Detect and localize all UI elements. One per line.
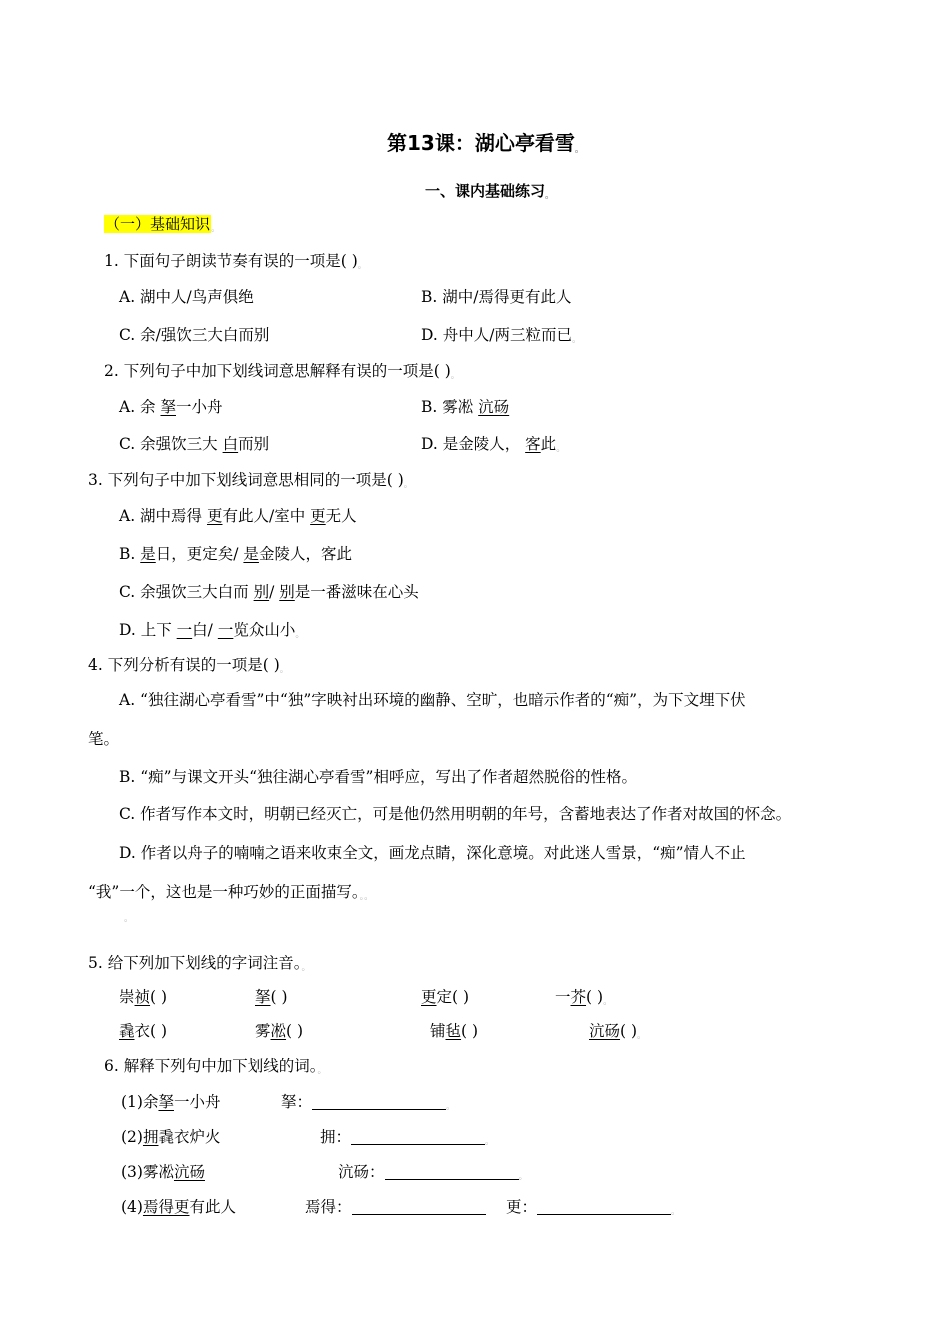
question-4-option-d-line2: “我”一个，这也是一种巧妙的正面描写。。。: [88, 883, 374, 902]
underlined-word: 凇: [270, 1022, 287, 1040]
section-heading: [425, 181, 554, 206]
underlined-word: 别: [279, 583, 295, 601]
pinyin-item: 雾凇( ): [255, 1022, 304, 1040]
subsection-heading: [104, 214, 220, 239]
question-5-stem: 5. 给下列加下划线的字词注音。。: [88, 954, 311, 973]
explain-item-2: (2)拥毳衣炉火: [121, 1128, 221, 1146]
pinyin-item: 更定( ): [421, 988, 470, 1006]
question-4-option-c: C. 作者写作本文时，明朝已经灭亡，可是他仍然用明朝的年号，含蓄地表达了作者对故国的怀念。: [119, 805, 792, 823]
answer-blank[interactable]: [351, 1128, 485, 1145]
page-title-text: 第13课：湖心亭看雪: [387, 131, 575, 155]
answer-blank[interactable]: [537, 1198, 671, 1215]
question-4-stem: 4. 下列分析有误的一项是( )。: [88, 656, 289, 675]
answer-line-3: 沆砀： 。: [338, 1163, 528, 1182]
underlined-word: 是: [243, 545, 259, 563]
underlined-word: 沆砀: [478, 398, 510, 416]
underlined-word: 毳: [119, 1022, 135, 1040]
question-2-option-a: A. 余 拏一小舟: [119, 398, 223, 416]
question-6-stem: 6. 解释下列句中加下划线的词。。: [104, 1057, 327, 1076]
underlined-word: 毡: [445, 1022, 462, 1040]
pinyin-item: 沆砀( )。: [589, 1022, 647, 1041]
underlined-word: 更: [421, 988, 437, 1006]
underlined-word: 拏: [160, 398, 176, 416]
question-3-stem: 3. 下列句子中加下划线词意思相同的一项是( )。: [88, 471, 413, 490]
underlined-word: 拏: [158, 1093, 174, 1111]
underlined-word: 是: [140, 545, 156, 563]
underlined-word: 沆砀: [173, 1163, 205, 1181]
underlined-word: 客: [525, 435, 541, 453]
question-4-option-a-line2: 笔。: [88, 730, 120, 748]
underlined-word: 更: [206, 507, 223, 525]
question-1-stem: 1. 下面句子朗读节奏有误的一项是( )。: [104, 252, 367, 271]
question-4-option-b: B. “痴”与课文开头“独往湖心亭看雪”相呼应，写出了作者超然脱俗的性格。: [119, 768, 637, 786]
answer-blank[interactable]: [385, 1163, 519, 1180]
pinyin-item: 毳衣( ): [119, 1022, 168, 1040]
explain-item-3: (3)雾凇沆砀: [121, 1163, 205, 1181]
pinyin-item: 崇祯( ): [119, 988, 168, 1006]
underlined-word: 更: [310, 507, 326, 525]
explain-item-1: (1)余拏一小舟: [121, 1093, 221, 1111]
pinyin-item: 铺毡( ): [430, 1022, 479, 1040]
underlined-word: 一: [176, 621, 193, 639]
answer-blank[interactable]: [352, 1198, 486, 1215]
question-3-option-c: C. 余强饮三大白而 别/ 别是一番滋味在心头: [119, 583, 419, 601]
empty-paragraph: 。: [124, 914, 134, 924]
question-2-option-c: C. 余强饮三大 白而别: [119, 435, 270, 453]
answer-line-4b: 更： 。: [506, 1198, 681, 1217]
underlined-word: 别: [253, 583, 270, 601]
question-2-option-d: D. 是金陵人， 客此。: [421, 435, 566, 454]
answer-line-2: 拥： 。: [320, 1128, 495, 1147]
underlined-word: 祯: [134, 988, 151, 1006]
question-1-option-b: B. 湖中/焉得更有此人: [421, 288, 572, 306]
paragraph-mark: 。: [574, 145, 584, 155]
question-1-option-a: A. 湖中人/鸟声俱绝: [119, 288, 254, 306]
underlined-word: 更: [173, 1198, 190, 1216]
section-heading-text: 一、课内基础练习: [425, 182, 546, 200]
question-2-stem: 2. 下列句子中加下划线词意思解释有误的一项是( )。: [104, 362, 460, 381]
explain-item-4: (4)焉得更有此人: [121, 1198, 237, 1216]
question-1-option-d: D. 舟中人/两三粒而已。: [421, 326, 581, 345]
underlined-word: 拏: [255, 988, 271, 1006]
underlined-word: 芥: [570, 988, 587, 1006]
answer-line-1: 拏： 。: [281, 1093, 456, 1112]
answer-line-4a: 焉得：: [305, 1197, 486, 1217]
question-3-option-b: B. 是日，更定矣/ 是金陵人，客此: [119, 545, 352, 563]
pinyin-item: 拏( ): [255, 988, 288, 1006]
question-2-option-b: B. 雾凇 沆砀: [421, 398, 510, 416]
question-4-option-a-line1: A. “独往湖心亭看雪”中“独”字映衬出环境的幽静、空旷，也暗示作者的“痴”，为下文埋下伏: [119, 691, 746, 709]
underlined-word: 一: [217, 621, 234, 639]
paragraph-mark: 。: [211, 224, 221, 234]
underlined-word: 沆砀: [589, 1022, 621, 1040]
pinyin-item: 一芥( )。: [555, 988, 613, 1007]
underlined-word: 拥: [142, 1128, 159, 1146]
underlined-word: 白: [222, 435, 239, 453]
underlined-word: 焉得: [142, 1198, 174, 1216]
answer-blank[interactable]: [312, 1093, 446, 1110]
question-3-option-d: D. 上下 一白/ 一览众山小。: [119, 621, 305, 640]
question-1-option-c: C. 余/强饮三大白而别: [119, 326, 270, 344]
paragraph-mark: 。: [545, 191, 555, 201]
question-3-option-a: A. 湖中焉得 更有此人/室中 更无人: [119, 507, 357, 525]
subsection-heading-text: （一）基础知识: [105, 215, 211, 233]
question-4-option-d-line1: D. 作者以舟子的喃喃之语来收束全文，画龙点睛，深化意境。对此迷人雪景，“痴”情人不止: [119, 844, 746, 862]
page-title: [387, 130, 584, 163]
